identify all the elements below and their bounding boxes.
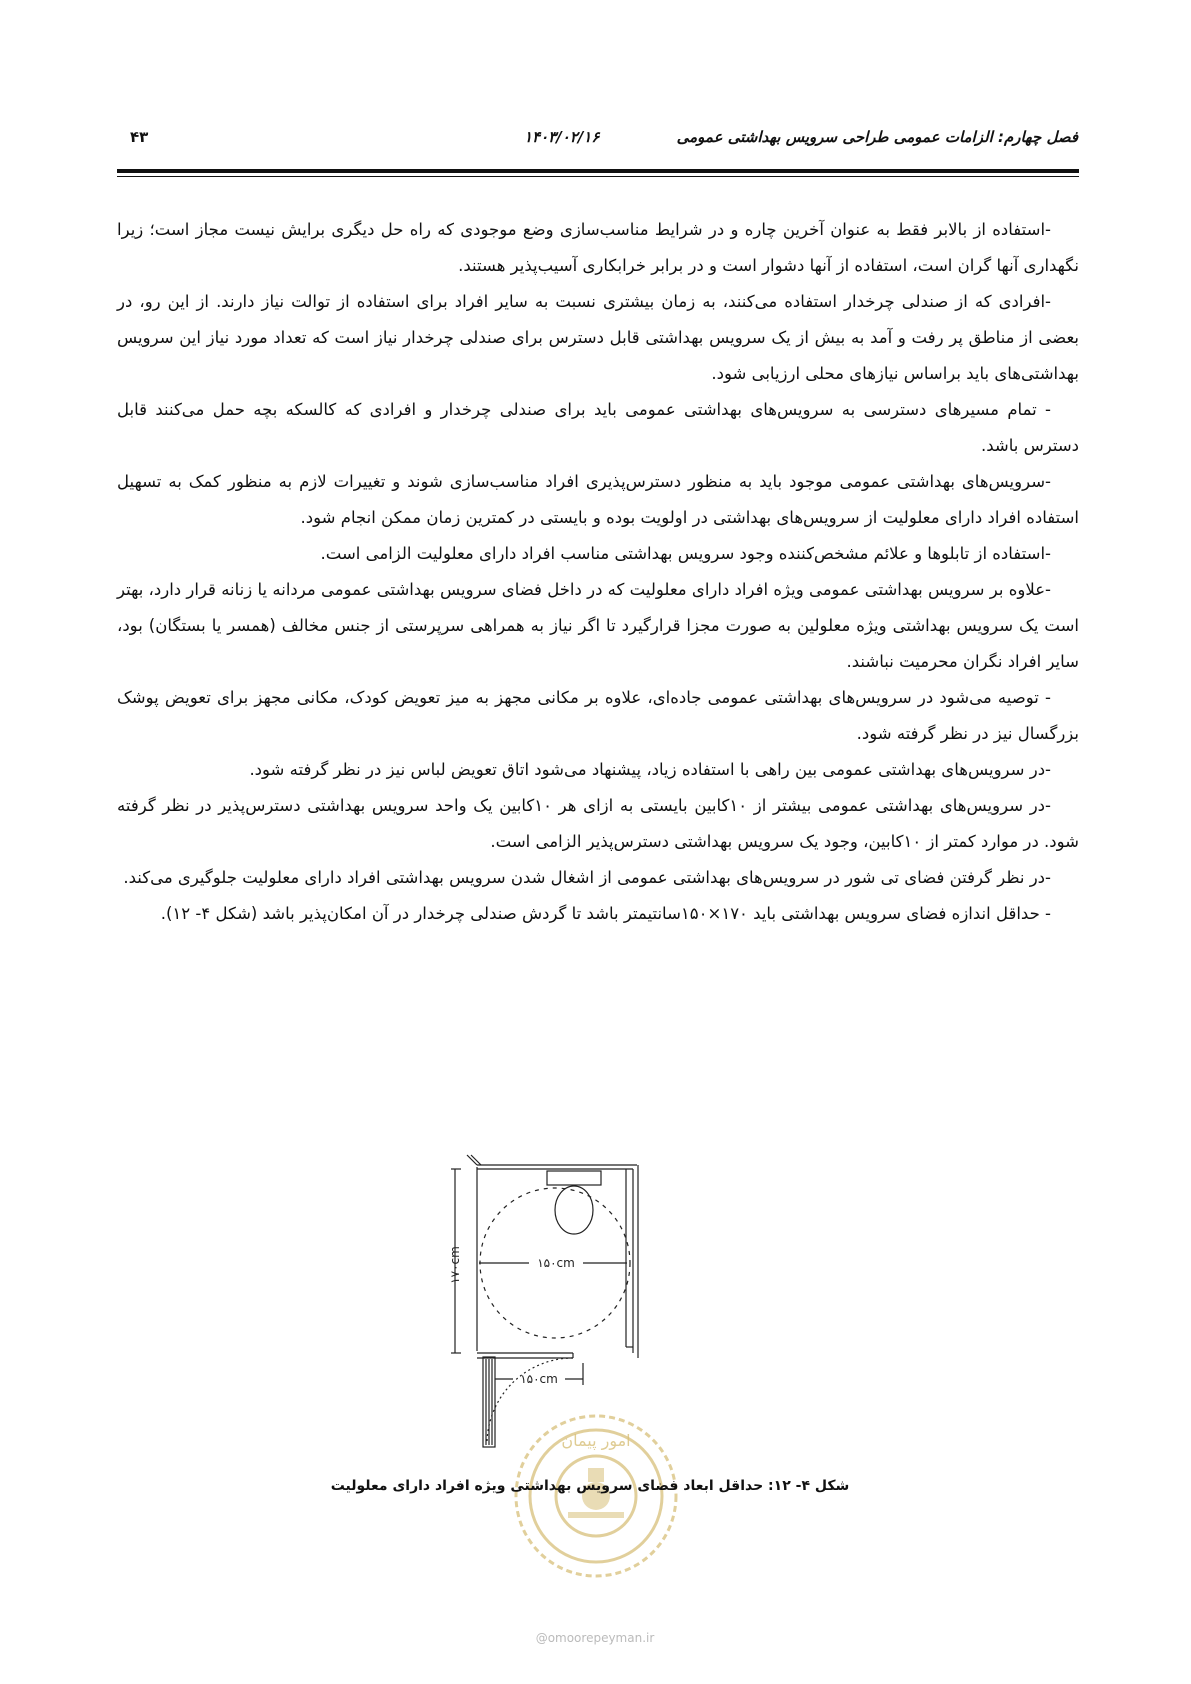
header-rule-thick [117,169,1079,173]
toilet-bowl [555,1186,593,1234]
paragraph: -استفاده از تابلوها و علائم مشخص‌کننده وجود سرویس بهداشتی مناسب افراد دارای معلولیت الزامی است. [320,544,1051,563]
seal-text: امور پیمان [561,1431,631,1450]
paragraph: -افرادی که از صندلی چرخدار استفاده می‌کنند، به زمان بیشتری نسبت به سایر افراد برای استفاده از توالت نیاز دارند. از این رو، در بعضی از مناطق پر رفت و آمد به بیش از یک سرویس بهداشتی قابل دسترس برای صندلی چرخدار نیاز است که تعداد مورد نیاز این سرویس بهداشتی‌های باید براساس نیازهای محلی ارزیابی شود. [117,292,1079,383]
paragraph: - تمام مسیرهای دسترسی به سرویس‌های بهداشتی عمومی باید برای صندلی چرخدار و افرادی که کالسکه بچه حمل می‌کنند قابل دسترس باشد. [117,400,1079,455]
paragraph: -سرویس‌های بهداشتی عمومی موجود باید به منظور دسترس‌پذیری افراد مناسب‌سازی شوند و تغییرات لازم به منظور کمک به تسهیل استفاده افراد دارای معلولیت از سرویس‌های بهداشتی در اولویت بوده و بایستی در کمترین زمان ممکن انجام شود. [117,472,1079,527]
dim-vertical-label: ۱۷۰cm [448,1246,462,1284]
page-number: ۴۳ [130,128,149,146]
paragraph: -در نظر گرفتن فضای تی شور در سرویس‌های بهداشتی عمومی از اشغال شدن سرویس بهداشتی افراد دارای معلولیت جلوگیری می‌کند. [123,868,1051,887]
dim-bottom-label: ۱۵۰cm [520,1372,558,1386]
paragraph: - توصیه می‌شود در سرویس‌های بهداشتی عمومی جاده‌ای، علاوه بر مکانی مجهز به میز تعویض کودک، مکانی مجهز برای تعویض پوشک بزرگسال نیز در نظر گرفته شود. [117,688,1079,743]
header-date: ۱۴۰۳/۰۲/۱۶ [524,128,600,146]
body-text [117,212,1079,932]
paragraph: -علاوه بر سرویس بهداشتی عمومی ویژه افراد دارای معلولیت که در داخل فضای سرویس بهداشتی عمومی مردانه یا زنانه قرار دارد، بهتر است یک سرویس بهداشتی ویژه معلولین به صورت مجزا قرارگیرد تا اگر نیاز به همراهی سرپرستی از جنس مخالف (همسر یا بستگان) بود، سایر افراد نگران محرمیت نباشند. [117,580,1079,671]
figure-caption: شکل ۴- ۱۲: حداقل ابعاد فضای سرویس بهداشتی ویژه افراد دارای معلولیت [330,1478,850,1494]
chapter-title: فصل چهارم: الزامات عمومی طراحی سرویس بهداشتی عمومی [676,128,1078,146]
paragraph: -در سرویس‌های بهداشتی عمومی بین راهی با استفاده زیاد، پیشنهاد می‌شود اتاق تعویض لباس نیز در نظر گرفته شود. [249,760,1051,779]
paragraph: -در سرویس‌های بهداشتی عمومی بیشتر از ۱۰کابین بایستی به ازای هر ۱۰کابین یک واحد سرویس بهداشتی دسترس‌پذیر در نظر گرفته شود. در موارد کمتر از ۱۰کابین، وجود یک سرویس بهداشتی دسترس‌پذیر الزامی است. [117,796,1079,851]
header-rule-thin [117,176,1079,177]
floor-plan-figure [448,1153,707,1463]
watermark-handle: @omoorepeyman.ir [535,1631,655,1645]
paragraph: - حداقل اندازه فضای سرویس بهداشتی باید ۱۷۰×۱۵۰سانتیمتر باشد تا گردش صندلی چرخدار در آن امکان‌پذیر باشد (شکل ۴- ۱۲). [160,904,1051,923]
toilet-tank [547,1171,601,1185]
dim-circle-label: ۱۵۰cm [537,1256,575,1270]
paragraph: -استفاده از بالابر فقط به عنوان آخرین چاره و در شرایط مناسب‌سازی وضع موجودی که راه حل دیگری برایش نیست مجاز است؛ زیرا نگهداری آنها گران است، استفاده از آنها دشوار است و در برابر خرابکاری آسیب‌پذیر هستند. [117,220,1079,275]
page-header [118,128,1078,152]
